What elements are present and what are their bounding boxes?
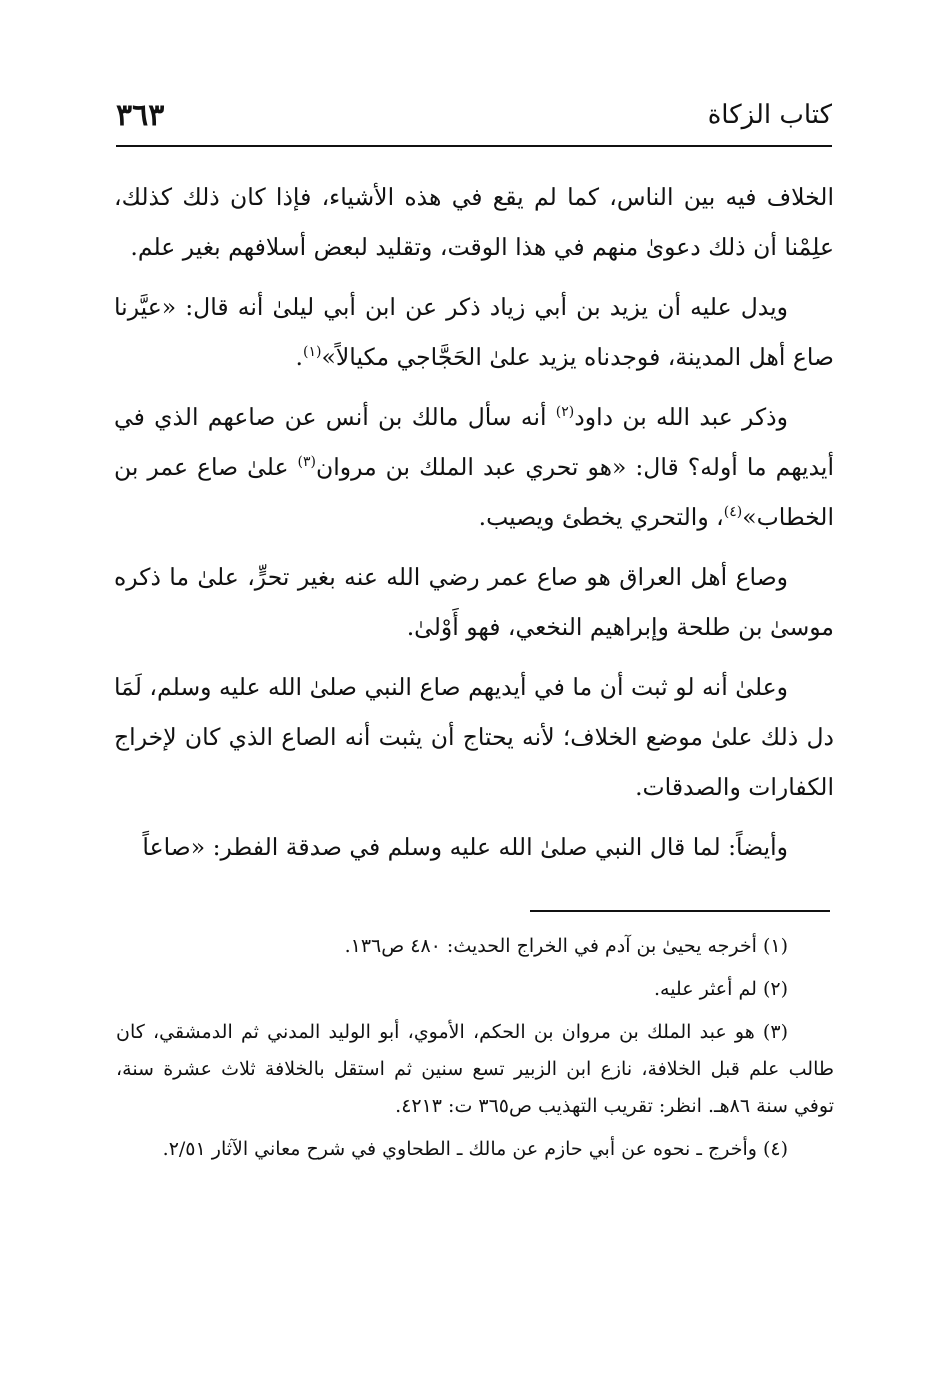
page-header [116,96,832,142]
paragraph-2 [114,282,834,382]
footnote-ref-4: (٤) [723,504,743,521]
paragraph-5: وعلىٰ أنه لو ثبت أن ما في أيديهم صاع النبي صلىٰ الله عليه وسلم، لَمَا دل ذلك علىٰ موضع الخلاف؛ لأنه يحتاج أن يثبت أنه الصاع الذي كان لإخراج الكفارات والصدقات. [114,673,834,801]
page-number: ٣٦٣ [116,98,165,133]
paragraph-3 [114,392,834,542]
footnote-2: (٢) لم أعثر عليه. [653,978,788,1000]
footnote-3: (٣) هو عبد الملك بن مروان بن الحكم، الأموي، أبو الوليد المدني ثم الدمشقي، كان طالب علم قبل الخلافة، نازع ابن الزبير تسع سنين ثم استقل بالخلافة ثلاث عشرة سنة، توفي سنة ٨٦هـ. انظر: تقريب التهذيب ص٣٦٥ ت: ٤٢١٣. [116,1021,834,1117]
paragraph-6: وأيضاً: لما قال النبي صلىٰ الله عليه وسلم في صدقة الفطر: «صاعاً [142,833,788,861]
footnote-divider [530,910,830,912]
footnote-ref-1: (١) [303,344,322,361]
paragraph-1: الخلاف فيه بين الناس، كما لم يقع في هذه الأشياء، فإذا كان ذلك كذلك، علِمْنا أن ذلك دعوىٰ منهم في هذا الوقت، وتقليد لبعض أسلافهم بغير علم. [114,183,834,261]
paragraph-3-text-c: علىٰ صاع عمر بن الخطاب» [114,453,834,531]
paragraph-3-text-a: وذكر عبد الله بن داود [574,403,788,431]
footnote-ref-3: (٣) [297,454,316,471]
paragraph-2-text-b: . [295,343,304,371]
footnote-4: (٤) وأخرج ـ نحوه عن أبي حازم عن مالك ـ الطحاوي في شرح معاني الآثار ٢/٥١. [162,1138,788,1160]
footnotes [116,928,834,1174]
paragraph-4: وصاع أهل العراق هو صاع عمر رضي الله عنه بغير تحرٍّ، علىٰ ما ذكره موسىٰ بن طلحة وإبراهيم النخعي، فهو أَوْلىٰ. [114,563,834,641]
main-text [114,172,834,882]
paragraph-2-text-a: ويدل عليه أن يزيد بن أبي زياد ذكر عن ابن أبي ليلىٰ أنه قال: «عيَّرنا صاع أهل المدينة، فوجدناه يزيد علىٰ الحَجَّاجي مكيالاً» [114,293,834,371]
paragraph-3-text-b: أنه سأل مالك بن أنس عن صاعهم الذي في أيديهم ما أوله؟ قال: «هو تحري عبد الملك بن مروان [114,403,834,481]
header-divider [116,145,832,147]
paragraph-3-text-d: ، والتحري يخطئ ويصيب. [478,503,724,531]
footnote-ref-2: (٢) [555,404,575,421]
running-title: كتاب الزكاة [707,100,832,130]
footnote-1: (١) أخرجه يحيىٰ بن آدم في الخراج الحديث: ٤٨٠ ص١٣٦. [344,935,788,957]
